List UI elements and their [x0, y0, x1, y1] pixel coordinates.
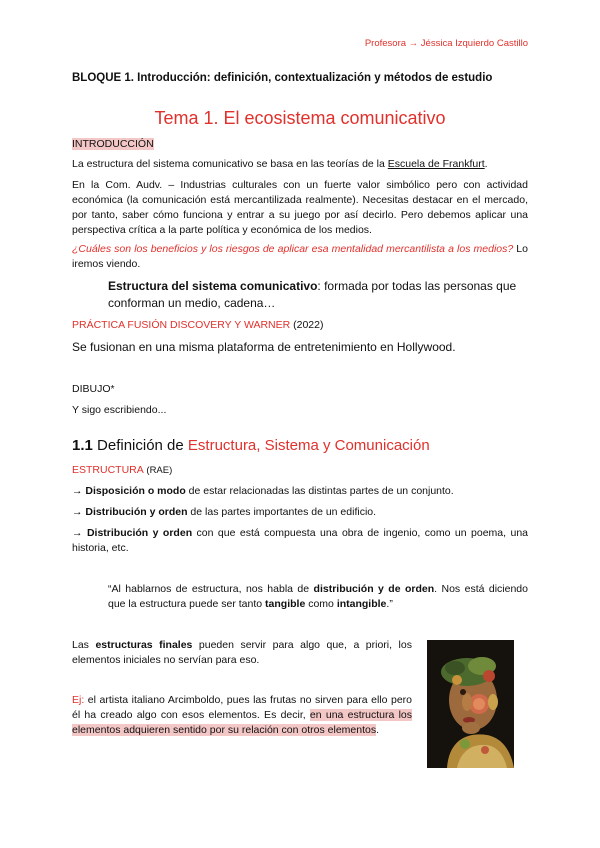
intro-label: INTRODUCCIÓN — [72, 138, 154, 150]
intro-question: ¿Cuáles son los beneficios y los riesgos de aplicar esa mentalidad mercantilista a los medios? Lo iremos viendo. — [72, 243, 528, 270]
definition-item-1: → Disposición o modo de estar relacionadas las distintas partes de un conjunto. — [72, 485, 454, 497]
frankfurt-link[interactable]: Escuela de Frankfurt — [387, 158, 485, 170]
intro-paragraph-1: La estructura del sistema comunicativo se basa en las teorías de la Escuela de Frankfurt. — [72, 158, 488, 170]
practice-text: Se fusionan en una misma plataforma de entretenimiento en Hollywood. — [72, 340, 456, 354]
arcimboldo-painting-image — [427, 640, 514, 768]
practice-heading: PRÁCTICA FUSIÓN DISCOVERY Y WARNER (2022) — [72, 319, 324, 331]
topic-title: Tema 1. El ecosistema comunicativo — [154, 108, 446, 128]
arcimboldo-portrait-icon — [427, 640, 514, 768]
definition-item-3: → Distribución y orden con que está compuesta una obra de ingenio, como un poema, una historia, etc. — [72, 527, 529, 554]
drawing-label: DIBUJO* — [72, 383, 115, 395]
intro-paragraph-2: En la Com. Audv. – Industrias culturales con un fuerte valor simbólico pero con actividad económica (la comunicación está mercantilizada realmente). Necesitas destacar en el mercado, por tanto, saber cómo funciona y entrar a su juego por así decirlo. Pero debemos aplicar una perspectiva crítica a la parte política y económica de los medios. — [72, 179, 528, 236]
block-title: BLOQUE 1. Introducción: definición, contextualización y métodos de estudio — [72, 72, 493, 84]
system-definition: Estructura del sistema comunicativo: formada por todas las personas que conforman un medio, cadena… — [108, 279, 517, 310]
final-structures-paragraph: Las estructuras finales pueden servir para algo que, a priori, los elementos iniciales no servían para eso. — [72, 639, 412, 666]
header-author: Profesora → Jéssica Izquierdo Castillo — [364, 38, 528, 49]
drawing-text: Y sigo escribiendo... — [72, 404, 167, 416]
estructura-label: ESTRUCTURA (RAE) — [72, 464, 173, 476]
quote: “Al hablarnos de estructura, nos habla de distribución y de orden. Nos está diciendo que la estructura puede ser tanto tangible como intangible.” — [108, 583, 528, 610]
definition-item-2: → Distribución y orden de las partes importantes de un edificio. — [72, 506, 377, 518]
section-heading: 1.1 Definición de Estructura, Sistema y Comunicación — [72, 437, 430, 454]
example-paragraph: Ej: el artista italiano Arcimboldo, pues las frutas no sirven para ello pero él ha creado algo con esos elementos. Es decir, en una estructura los elementos adquieren sentido por su relación con otros elementos. — [72, 694, 412, 736]
